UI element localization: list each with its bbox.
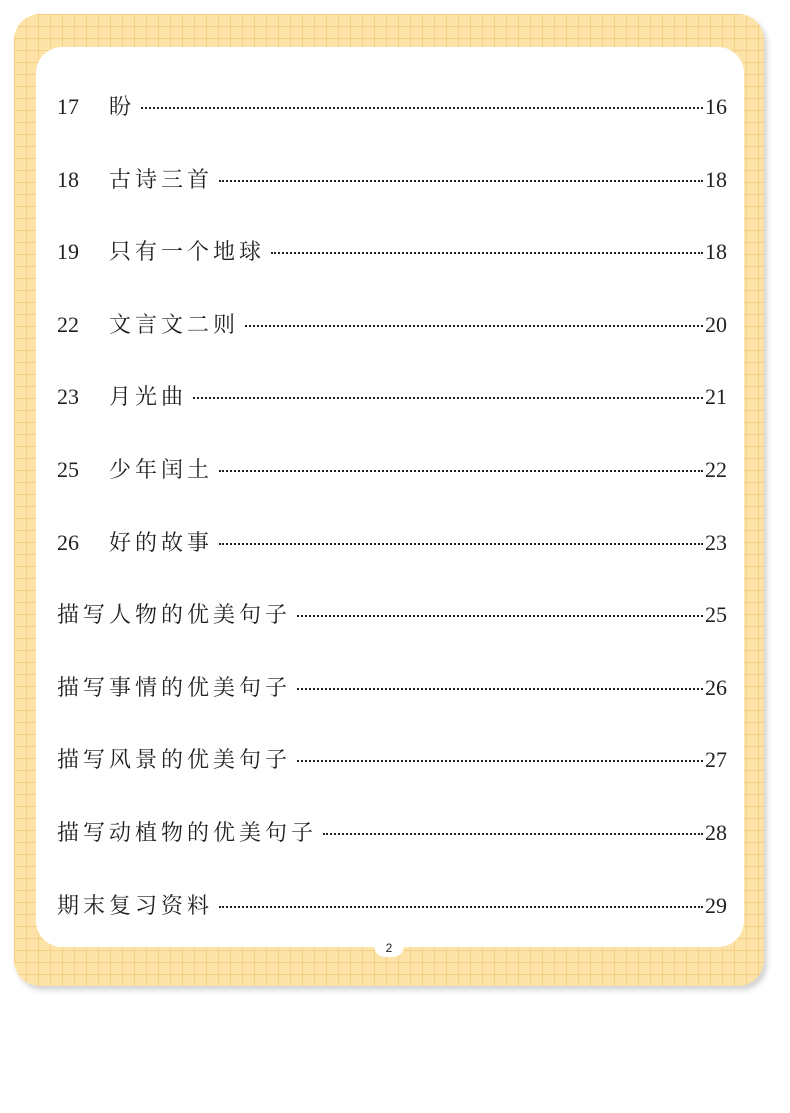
table-of-contents (57, 96, 727, 967)
page-number: 29 (705, 892, 727, 918)
dot-leader (271, 252, 703, 254)
toc-entry[interactable] (57, 311, 727, 387)
entry-title: 描写事情的优美句子 (57, 675, 292, 701)
dot-leader (297, 615, 703, 617)
entry-title: 少年闰土 (109, 457, 214, 483)
page-number: 20 (705, 311, 727, 337)
page-number: 18 (705, 166, 727, 192)
entry-title: 描写动植物的优美句子 (57, 820, 318, 846)
toc-entry[interactable] (57, 819, 727, 895)
lesson-number: 26 (57, 529, 79, 555)
toc-entry[interactable] (57, 749, 727, 822)
toc-entry[interactable] (57, 674, 727, 750)
entry-title: 期末复习资料 (57, 893, 214, 919)
page-number: 18 (705, 239, 727, 265)
footer-page-number: 2 (374, 935, 404, 957)
dot-leader (245, 325, 703, 327)
dot-leader (297, 688, 703, 690)
page-number: 21 (705, 384, 727, 410)
entry-title: 描写人物的优美句子 (57, 603, 292, 629)
page-number: 23 (705, 529, 727, 555)
toc-entry[interactable] (57, 529, 727, 605)
page-number: 16 (705, 94, 727, 119)
toc-entry[interactable] (57, 456, 727, 532)
dot-leader (141, 107, 703, 109)
lesson-number: 25 (57, 456, 79, 482)
entry-title: 月光曲 (109, 385, 188, 411)
lesson-number: 22 (57, 311, 79, 337)
dot-leader (219, 470, 703, 472)
page-number: 27 (705, 747, 727, 773)
entry-title: 只有一个地球 (109, 240, 266, 266)
entry-title: 古诗三首 (109, 167, 214, 193)
entry-title: 盼 (109, 95, 136, 120)
dot-leader (323, 833, 703, 835)
dot-leader (219, 180, 703, 182)
dot-leader (219, 543, 703, 545)
page-number: 28 (705, 819, 727, 845)
page-number: 25 (705, 602, 727, 628)
lesson-number: 23 (57, 384, 79, 410)
lesson-number: 19 (57, 239, 79, 265)
toc-entry[interactable] (57, 386, 727, 459)
dot-leader (219, 906, 703, 908)
entry-title: 好的故事 (109, 530, 214, 556)
page-number: 22 (705, 456, 727, 482)
toc-entry[interactable] (57, 96, 727, 169)
lesson-number: 17 (57, 94, 79, 119)
lesson-number: 18 (57, 166, 79, 192)
entry-title: 描写风景的优美句子 (57, 748, 292, 774)
toc-entry[interactable] (57, 166, 727, 242)
dot-leader (297, 760, 703, 762)
toc-entry[interactable] (57, 241, 727, 314)
page-number: 26 (705, 674, 727, 700)
dot-leader (193, 397, 703, 399)
toc-entry[interactable] (57, 604, 727, 677)
entry-title: 文言文二则 (109, 312, 240, 338)
